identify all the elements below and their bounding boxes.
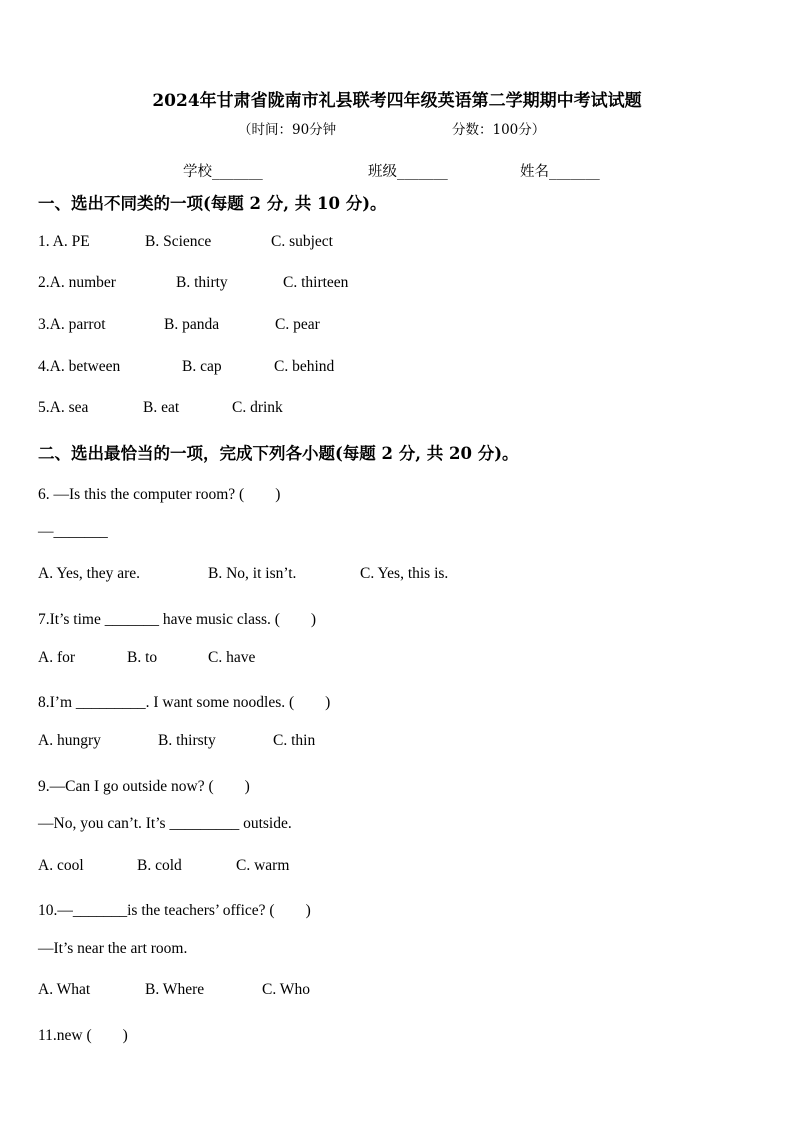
option-c: C. drink [232,399,283,416]
page-title: 2024年甘肃省陇南市礼县联考四年级英语第二学期期中考试试题 [152,91,642,111]
option-a: 2.A. number [38,274,116,291]
option-b: B. Science [145,233,212,250]
name-field: 姓名_______ [520,164,600,180]
question-8-options [38,732,315,750]
option-b: B. to [127,649,158,666]
question-9-options [38,857,289,875]
option-b: B. cold [137,857,182,874]
question-7-options [38,649,255,667]
option-a: 5.A. sea [38,399,89,416]
question-6-options [38,565,448,583]
question-8-stem: 8.I’m _________. I want some noodles. ( ) [38,694,331,711]
section-2-title: 二、选出最恰当的一项，完成下列各小题(每题 2 分, 共 20 分)。 [38,444,519,463]
option-b: B. cap [182,358,222,375]
option-a: 1. A. PE [38,233,90,250]
question-9-stem: 9.—Can I go outside now? ( ) [38,778,250,795]
option-a: A. hungry [38,732,101,749]
option-c: C. Yes, this is. [360,565,449,582]
option-b: B. No, it isn’t. [208,565,297,582]
question-2 [38,274,348,292]
option-a: 4.A. between [38,358,121,375]
class-field: 班级_______ [368,164,448,180]
question-7-stem: 7.It’s time _______ have music class. ( ) [38,611,317,628]
option-c: C. Who [262,981,310,998]
question-10-reply: —It’s near the art room. [38,940,188,957]
option-b: B. thirty [176,274,228,291]
question-3 [38,316,320,334]
option-c: C. warm [236,857,290,874]
question-6-reply: —_______ [38,523,108,540]
option-a: A. Yes, they are. [38,565,141,582]
exam-score: 分数：100分） [452,122,546,138]
question-5 [38,399,283,417]
option-b: B. panda [164,316,220,333]
option-c: C. thirteen [283,274,349,291]
option-a: A. cool [38,857,84,874]
option-a: A. What [38,981,91,998]
question-6-stem: 6. —Is this the computer room? ( ) [38,486,281,503]
school-field: 学校_______ [183,164,263,180]
question-10-stem: 10.—_______is the teachers’ office? ( ) [38,902,311,919]
option-c: C. subject [271,233,333,250]
option-c: C. have [208,649,256,666]
question-9-reply: —No, you can’t. It’s _________ outside. [38,815,292,832]
option-c: C. pear [275,316,320,333]
option-c: C. behind [274,358,335,375]
option-a: 3.A. parrot [38,316,106,333]
section-1-title: 一、选出不同类的一项(每题 2 分, 共 10 分)。 [38,194,387,213]
option-b: B. eat [143,399,180,416]
option-a: A. for [38,649,76,666]
question-1 [38,233,333,251]
question-10-options [38,981,310,999]
option-b: B. Where [145,981,205,998]
question-4 [38,358,334,376]
exam-time: （时间：90分钟 [238,122,337,138]
question-11-stem: 11.new ( ) [38,1027,128,1044]
option-c: C. thin [273,732,316,749]
option-b: B. thirsty [158,732,216,749]
